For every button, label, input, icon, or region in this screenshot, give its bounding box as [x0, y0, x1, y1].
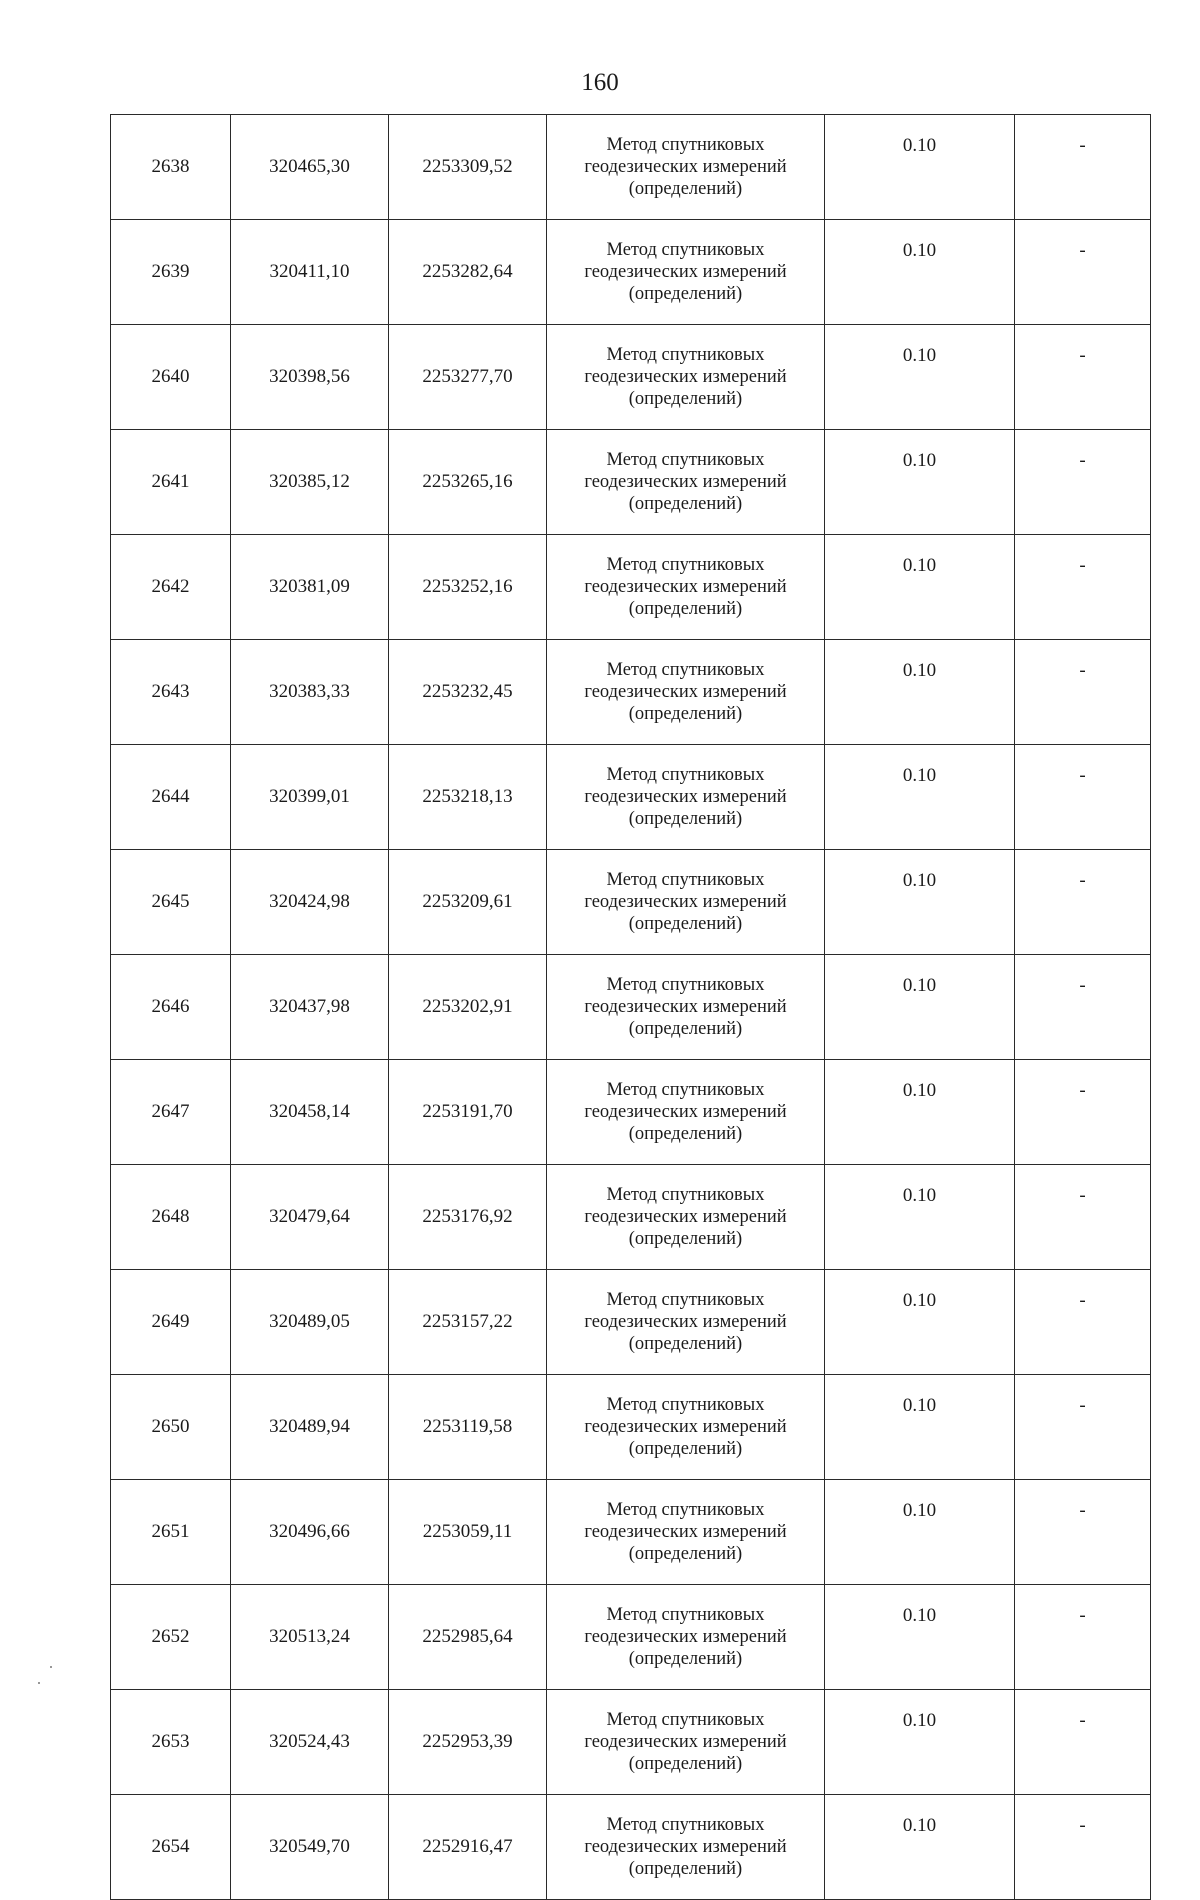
x-coordinate-cell: 320489,05	[231, 1270, 389, 1375]
y-coordinate-cell: 2253277,70	[389, 325, 547, 430]
table-row	[111, 1060, 1151, 1165]
method-cell: Метод спутниковых геодезических измерений (определений)	[547, 1690, 825, 1795]
x-coordinate-cell: 320479,64	[231, 1165, 389, 1270]
method-cell: Метод спутниковых геодезических измерений (определений)	[547, 955, 825, 1060]
table-row	[111, 535, 1151, 640]
point-number-cell: 2639	[111, 220, 231, 325]
note-cell: -	[1015, 850, 1151, 955]
table-row	[111, 640, 1151, 745]
table-row	[111, 955, 1151, 1060]
table-row	[111, 745, 1151, 850]
point-number-cell: 2638	[111, 115, 231, 220]
point-number-cell: 2642	[111, 535, 231, 640]
x-coordinate-cell: 320399,01	[231, 745, 389, 850]
x-coordinate-cell: 320385,12	[231, 430, 389, 535]
point-number-cell: 2653	[111, 1690, 231, 1795]
accuracy-cell: 0.10	[825, 430, 1015, 535]
note-cell: -	[1015, 1585, 1151, 1690]
note-cell: -	[1015, 1480, 1151, 1585]
note-cell: -	[1015, 1060, 1151, 1165]
note-cell: -	[1015, 1165, 1151, 1270]
note-cell: -	[1015, 115, 1151, 220]
y-coordinate-cell: 2253265,16	[389, 430, 547, 535]
y-coordinate-cell: 2253059,11	[389, 1480, 547, 1585]
accuracy-cell: 0.10	[825, 220, 1015, 325]
accuracy-cell: 0.10	[825, 1480, 1015, 1585]
accuracy-cell: 0.10	[825, 1270, 1015, 1375]
accuracy-cell: 0.10	[825, 640, 1015, 745]
method-cell: Метод спутниковых геодезических измерений (определений)	[547, 1375, 825, 1480]
accuracy-cell: 0.10	[825, 955, 1015, 1060]
y-coordinate-cell: 2253157,22	[389, 1270, 547, 1375]
note-cell: -	[1015, 430, 1151, 535]
point-number-cell: 2649	[111, 1270, 231, 1375]
y-coordinate-cell: 2253119,58	[389, 1375, 547, 1480]
note-cell: -	[1015, 640, 1151, 745]
y-coordinate-cell: 2253191,70	[389, 1060, 547, 1165]
x-coordinate-cell: 320411,10	[231, 220, 389, 325]
y-coordinate-cell: 2252916,47	[389, 1795, 547, 1900]
table-row	[111, 1690, 1151, 1795]
table-row	[111, 1165, 1151, 1270]
method-cell: Метод спутниковых геодезических измерений (определений)	[547, 745, 825, 850]
x-coordinate-cell: 320524,43	[231, 1690, 389, 1795]
accuracy-cell: 0.10	[825, 1165, 1015, 1270]
method-cell: Метод спутниковых геодезических измерений (определений)	[547, 220, 825, 325]
method-cell: Метод спутниковых геодезических измерений (определений)	[547, 1270, 825, 1375]
table-row	[111, 1270, 1151, 1375]
table-row	[111, 1795, 1151, 1900]
y-coordinate-cell: 2253282,64	[389, 220, 547, 325]
y-coordinate-cell: 2253176,92	[389, 1165, 547, 1270]
note-cell: -	[1015, 220, 1151, 325]
note-cell: -	[1015, 1690, 1151, 1795]
point-number-cell: 2643	[111, 640, 231, 745]
scan-speck	[50, 1666, 52, 1668]
table-row	[111, 220, 1151, 325]
x-coordinate-cell: 320496,66	[231, 1480, 389, 1585]
y-coordinate-cell: 2253232,45	[389, 640, 547, 745]
x-coordinate-cell: 320424,98	[231, 850, 389, 955]
method-cell: Метод спутниковых геодезических измерений (определений)	[547, 535, 825, 640]
y-coordinate-cell: 2253202,91	[389, 955, 547, 1060]
point-number-cell: 2640	[111, 325, 231, 430]
accuracy-cell: 0.10	[825, 850, 1015, 955]
y-coordinate-cell: 2253209,61	[389, 850, 547, 955]
x-coordinate-cell: 320489,94	[231, 1375, 389, 1480]
note-cell: -	[1015, 535, 1151, 640]
method-cell: Метод спутниковых геодезических измерений (определений)	[547, 115, 825, 220]
accuracy-cell: 0.10	[825, 1375, 1015, 1480]
point-number-cell: 2641	[111, 430, 231, 535]
point-number-cell: 2647	[111, 1060, 231, 1165]
page-number: 160	[581, 69, 619, 96]
x-coordinate-cell: 320458,14	[231, 1060, 389, 1165]
y-coordinate-cell: 2253252,16	[389, 535, 547, 640]
scan-speck	[38, 1682, 40, 1684]
point-number-cell: 2648	[111, 1165, 231, 1270]
note-cell: -	[1015, 955, 1151, 1060]
y-coordinate-cell: 2253218,13	[389, 745, 547, 850]
method-cell: Метод спутниковых геодезических измерений (определений)	[547, 325, 825, 430]
accuracy-cell: 0.10	[825, 745, 1015, 850]
note-cell: -	[1015, 1795, 1151, 1900]
coordinates-table	[110, 114, 1151, 1900]
accuracy-cell: 0.10	[825, 1690, 1015, 1795]
x-coordinate-cell: 320383,33	[231, 640, 389, 745]
point-number-cell: 2650	[111, 1375, 231, 1480]
accuracy-cell: 0.10	[825, 1060, 1015, 1165]
note-cell: -	[1015, 745, 1151, 850]
table-row	[111, 115, 1151, 220]
point-number-cell: 2644	[111, 745, 231, 850]
point-number-cell: 2652	[111, 1585, 231, 1690]
method-cell: Метод спутниковых геодезических измерений (определений)	[547, 850, 825, 955]
table-row	[111, 850, 1151, 955]
point-number-cell: 2654	[111, 1795, 231, 1900]
y-coordinate-cell: 2252953,39	[389, 1690, 547, 1795]
method-cell: Метод спутниковых геодезических измерений (определений)	[547, 640, 825, 745]
note-cell: -	[1015, 325, 1151, 430]
accuracy-cell: 0.10	[825, 535, 1015, 640]
point-number-cell: 2651	[111, 1480, 231, 1585]
x-coordinate-cell: 320549,70	[231, 1795, 389, 1900]
x-coordinate-cell: 320465,30	[231, 115, 389, 220]
method-cell: Метод спутниковых геодезических измерений (определений)	[547, 1795, 825, 1900]
x-coordinate-cell: 320513,24	[231, 1585, 389, 1690]
table-row	[111, 1585, 1151, 1690]
y-coordinate-cell: 2253309,52	[389, 115, 547, 220]
method-cell: Метод спутниковых геодезических измерений (определений)	[547, 1165, 825, 1270]
note-cell: -	[1015, 1375, 1151, 1480]
method-cell: Метод спутниковых геодезических измерений (определений)	[547, 430, 825, 535]
table-row	[111, 325, 1151, 430]
x-coordinate-cell: 320381,09	[231, 535, 389, 640]
y-coordinate-cell: 2252985,64	[389, 1585, 547, 1690]
accuracy-cell: 0.10	[825, 1795, 1015, 1900]
table-row	[111, 430, 1151, 535]
coordinates-table-body	[111, 115, 1151, 1900]
point-number-cell: 2645	[111, 850, 231, 955]
x-coordinate-cell: 320398,56	[231, 325, 389, 430]
accuracy-cell: 0.10	[825, 115, 1015, 220]
method-cell: Метод спутниковых геодезических измерений (определений)	[547, 1060, 825, 1165]
point-number-cell: 2646	[111, 955, 231, 1060]
accuracy-cell: 0.10	[825, 1585, 1015, 1690]
accuracy-cell: 0.10	[825, 325, 1015, 430]
x-coordinate-cell: 320437,98	[231, 955, 389, 1060]
method-cell: Метод спутниковых геодезических измерений (определений)	[547, 1585, 825, 1690]
table-row	[111, 1375, 1151, 1480]
note-cell: -	[1015, 1270, 1151, 1375]
method-cell: Метод спутниковых геодезических измерений (определений)	[547, 1480, 825, 1585]
table-row	[111, 1480, 1151, 1585]
